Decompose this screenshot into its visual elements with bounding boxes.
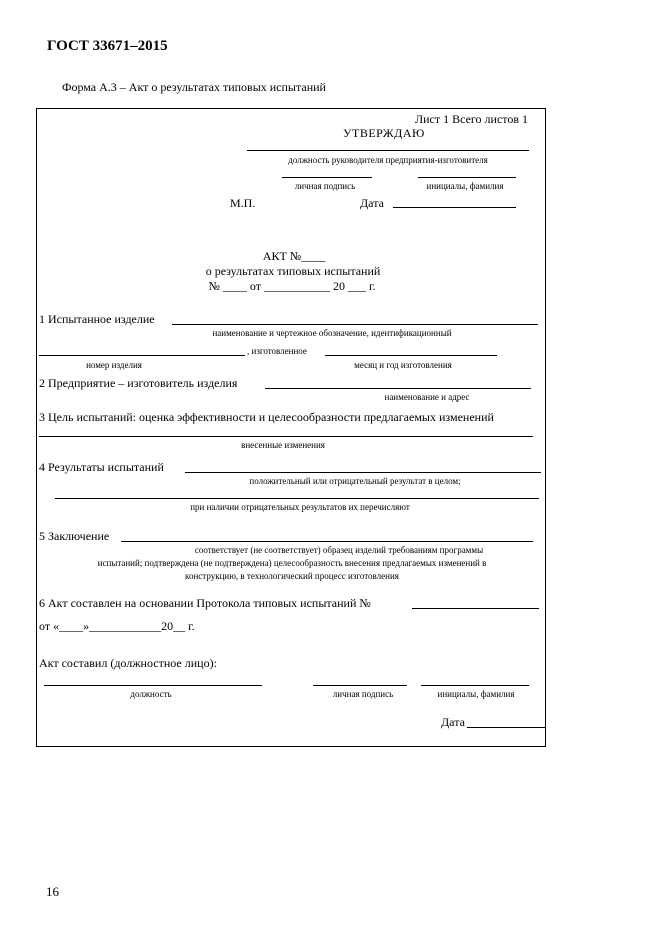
composer-signature-line — [313, 685, 407, 686]
section-1-month-line — [325, 355, 497, 356]
section-3-label: 3 Цель испытаний: оценка эффективности и целесообразности предлагаемых изменений — [39, 410, 494, 424]
section-1-hint-number: номер изделия — [86, 360, 142, 370]
page-number: 16 — [46, 884, 59, 899]
position-hint: должность руководителя предприятия-изготовителя — [288, 155, 488, 165]
signature-line — [282, 177, 372, 178]
signature-hint: личная подпись — [294, 181, 356, 191]
composer-date-line — [467, 727, 545, 728]
composer-label: Акт составил (должностное лицо): — [39, 656, 217, 670]
act-subtitle: о результатах типовых испытаний — [205, 264, 381, 278]
approval-date-line — [393, 207, 516, 208]
section-4-hint-2: при наличии отрицательных результатов их перечисляют — [190, 502, 410, 512]
composer-signature-hint: личная подпись — [332, 689, 394, 699]
initials-line — [418, 177, 516, 178]
section-6-label: 6 Акт составлен на основании Протокола типовых испытаний № — [39, 596, 371, 610]
approve-heading: УТВЕРЖДАЮ — [343, 126, 425, 140]
form-caption: Форма А.3 – Акт о результатах типовых испытаний — [62, 80, 326, 94]
section-1-made-label: , изготовленное — [247, 346, 307, 356]
act-title: АКТ №____ — [262, 249, 326, 263]
initials-hint: инициалы, фамилия — [426, 181, 504, 191]
composer-position-hint: должность — [130, 689, 172, 699]
section-1-line-1 — [172, 324, 538, 325]
section-2-label: 2 Предприятие – изготовитель изделия — [39, 376, 238, 390]
section-5-hint-1: соответствует (не соответствует) образец изделий требованиям программы — [194, 545, 484, 555]
composer-position-line — [44, 685, 262, 686]
section-6-protocol-line — [412, 608, 539, 609]
section-5-line — [121, 541, 533, 542]
act-number-line: № ____ от ___________ 20 ___ г. — [208, 279, 376, 293]
standard-title: ГОСТ 33671–2015 — [47, 38, 168, 54]
section-2-line — [265, 388, 531, 389]
section-4-hint-1: положительный или отрицательный результат в целом; — [249, 476, 461, 486]
section-3-hint: внесенные изменения — [241, 440, 325, 450]
section-2-hint: наименование и адрес — [384, 392, 470, 402]
sheet-count: Лист 1 Всего листов 1 — [415, 112, 529, 126]
act-form — [36, 108, 546, 747]
section-5-label: 5 Заключение — [39, 529, 110, 543]
section-1-hint-1: наименование и чертежное обозначение, идентификационный — [212, 328, 452, 338]
section-4-line-1 — [185, 472, 541, 473]
stamp-label: М.П. — [230, 196, 256, 210]
section-4-line-2 — [55, 498, 539, 499]
section-4-label: 4 Результаты испытаний — [39, 460, 164, 474]
composer-date-label: Дата — [441, 715, 465, 729]
section-5-hint-2: испытаний; подтверждена (не подтверждена) целесообразность внесения предлагаемых изменений в — [97, 558, 487, 568]
position-line — [247, 150, 529, 151]
approval-date-label: Дата — [360, 196, 384, 210]
section-6-date: от «____»____________20__ г. — [39, 619, 195, 633]
section-3-line — [39, 436, 533, 437]
composer-initials-hint: инициалы, фамилия — [437, 689, 515, 699]
section-1-label: 1 Испытанное изделие — [39, 312, 155, 326]
composer-initials-line — [421, 685, 529, 686]
section-5-hint-3: конструкцию, в технологический процесс изготовления — [185, 571, 399, 581]
section-1-hint-month: месяц и год изготовления — [354, 360, 452, 370]
section-1-number-line — [39, 355, 245, 356]
